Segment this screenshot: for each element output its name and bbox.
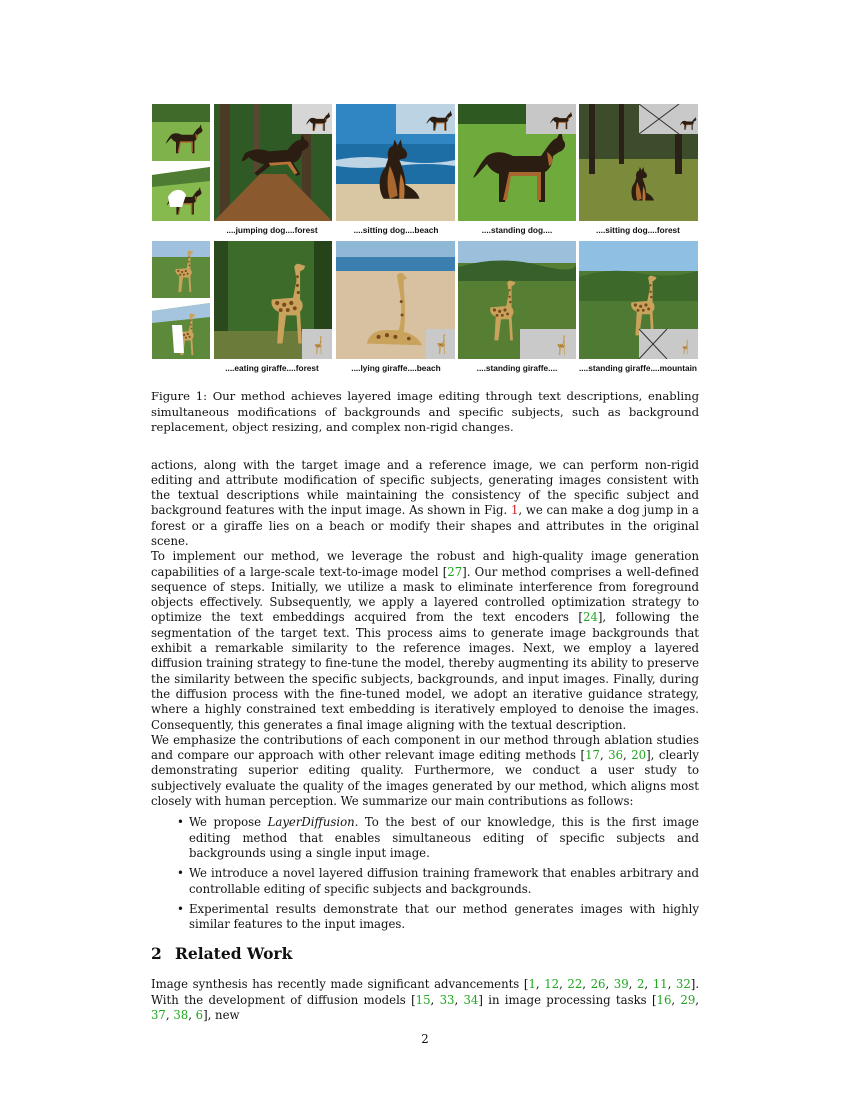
result-jumping-dog-forest [214,104,332,221]
citation-link[interactable]: 34 [463,992,479,1007]
text: actions, along with the target image and a reference image, we can perform non-rigid editing and attribute modification of specific subjects, generating images consistent with the textual descriptions while maintaining the consistency of the specific subject and background features with the input image. As shown in Fig. [151,457,699,518]
figure-caption-text: Our method achieves layered image editing through text descriptions, enabling simultaneous modifications of backgrounds and specific subjects, such as background replacement, object resizing, and complex non-rigid changes. [151,389,700,434]
figure-captions-row1 [151,221,699,237]
section-number: 2 [151,944,162,964]
text: We emphasize the contributions of each component in our method through ablation studies and compare our approach with other relevant image editing methods [ [151,732,699,763]
result-lying-giraffe-beach [336,241,455,359]
citation-link[interactable]: 24 [582,610,598,625]
caption-sitting-dog-forest: ....sitting dog....forest [596,225,680,235]
citation-link[interactable]: 20 [631,748,647,763]
citation-link[interactable]: 11 [652,977,668,992]
caption-standing-dog: ....standing dog.... [481,225,553,235]
caption-sitting-dog-beach: ....sitting dog....beach [353,225,439,235]
citation-link[interactable]: 16 [656,992,672,1007]
result-standing-dog [458,104,576,221]
citation-link[interactable]: 1 [528,977,536,992]
bullet-icon: • [177,901,184,916]
bullet-icon: • [177,866,184,881]
text: We introduce a novel layered diffusion training framework that enables arbitrary and controllable editing of specific subjects and backgrounds. [189,866,699,896]
bullet-icon: • [177,815,184,830]
figure-caption-label: Figure 1: [151,389,208,403]
text: ], new [203,1008,240,1022]
reference-image-dog-mask [152,167,210,221]
figure-captions-row2 [151,359,699,375]
contribution-item [177,901,699,933]
citation-link[interactable]: 27 [447,564,463,579]
text: We propose [189,815,268,830]
page-number: 2 [421,1032,429,1046]
intro-paragraph-3: We emphasize the contributions of each component in our method through ablation studies and compare our approach with other relevant image editing methods [17, 36, 20], clearly demonstrating superior editing quality. Furthermore, we conduct a user study to subjectively evaluate the quality of the images generated by our method, which aligns most closely with human perception. We summarize our main contributions as follows: [151,732,699,809]
result-standing-giraffe [458,241,576,359]
citation-link[interactable]: 39 [613,977,629,992]
text: ], following the segmentation of the target text. This process aims to generate image backgrounds that exhibit a remarkable similarity to the reference images. Next, we employ a layered diffusion training strategy to fine-tune the model, thereby augmenting its ability to preserve the similarity between the specific subjects, backgrounds, and input images. Finally, during the diffusion process with the fine-tuned model, we adopt an iterative guidance strategy, where a highly constrained text embedding is iteratively employed to denoise the images. Consequently, this generates a final image aligning with the textual description. [151,610,699,732]
citation-link[interactable]: 38 [173,1008,189,1022]
text: ]. With the development of diffusion models [ [151,977,700,1007]
result-eating-giraffe-forest [214,241,332,359]
method-name: LayerDiffusion [267,815,355,830]
citation-link[interactable]: 15 [415,992,431,1007]
section-heading-related-work [151,944,699,964]
citation-link[interactable]: 17 [585,748,600,763]
contribution-item [177,815,699,861]
citation-link[interactable]: 29 [680,992,696,1007]
citation-link[interactable]: 2 [636,977,645,992]
figure-row-dogs [151,103,699,221]
caption-eating-giraffe: ....eating giraffe....forest [225,363,319,373]
caption-jumping-dog: ....jumping dog....forest [226,225,318,235]
reference-image-giraffe-mask [152,303,210,359]
intro-paragraph-2 [151,549,699,733]
citation-link[interactable]: 22 [567,977,583,992]
section-title: Related Work [175,944,293,964]
caption-standing-giraffe: ....standing giraffe.... [476,363,558,373]
input-image-giraffe [152,241,210,298]
text: To implement our method, we leverage the robust and high-quality image generation capabilities of a large-scale text-to-image model [ [151,549,699,579]
citation-link[interactable]: 6 [195,1008,204,1022]
citation-link[interactable]: 37 [151,1008,166,1022]
text: ] in image processing tasks [ [478,992,657,1007]
text: Experimental results demonstrate that our method generates images with highly similar features to the input images. [189,901,699,932]
result-sitting-dog-beach [336,104,455,221]
text: ], clearly demonstrating superior editing quality. Furthermore, we conduct a user study to subjectively evaluate the quality of the images generated by our method, which aligns most closely with human perception. We summarize our main contributions as follows: [151,748,699,809]
caption-standing-giraffe-mountain: ....standing giraffe....mountain [579,363,698,373]
intro-paragraph-1 [151,458,699,550]
text: ]. Our method comprises a well-defined sequence of steps. Initially, we utilize a mask to eliminate interference from foreground objects effectively. Subsequently, we apply a layered controlled optimization strategy to optimize the text embeddings acquired from the text encoders [ [151,564,699,625]
contributions-list [151,815,699,932]
text: Image synthesis has recently made significant advancements [ [151,977,529,992]
input-image-dog [152,104,210,161]
result-standing-giraffe-mountain [579,241,698,359]
text: , we can make a dog jump in a forest or a giraffe lies on a beach or modify their shapes and attributes in the original scene. [151,503,699,548]
result-sitting-dog-forest [579,104,698,221]
contribution-item [177,866,699,897]
figure-reference-link[interactable]: 1 [510,503,519,518]
figure-caption [151,389,699,436]
citation-link[interactable]: 26 [590,977,606,992]
citation-link[interactable]: 33 [439,992,455,1007]
figure-row-giraffes [151,241,699,359]
related-work-paragraph: Image synthesis has recently made significant advancements [1, 12, 22, 26, 39, 2, 11, 32]. With the development of diffusion models [15, 33, 34] in image processing tasks [16, 29, 37, 38, 6], new [151,977,700,1022]
text: . To the best of our knowledge, this is the first image editing method that enables simultaneous editing of specific subjects and backgrounds using a single input image. [189,815,699,860]
citation-link[interactable]: 32 [675,977,691,992]
citation-link[interactable]: 12 [544,977,560,992]
citation-link[interactable]: 36 [608,748,624,763]
caption-lying-giraffe: ....lying giraffe....beach [351,363,441,373]
